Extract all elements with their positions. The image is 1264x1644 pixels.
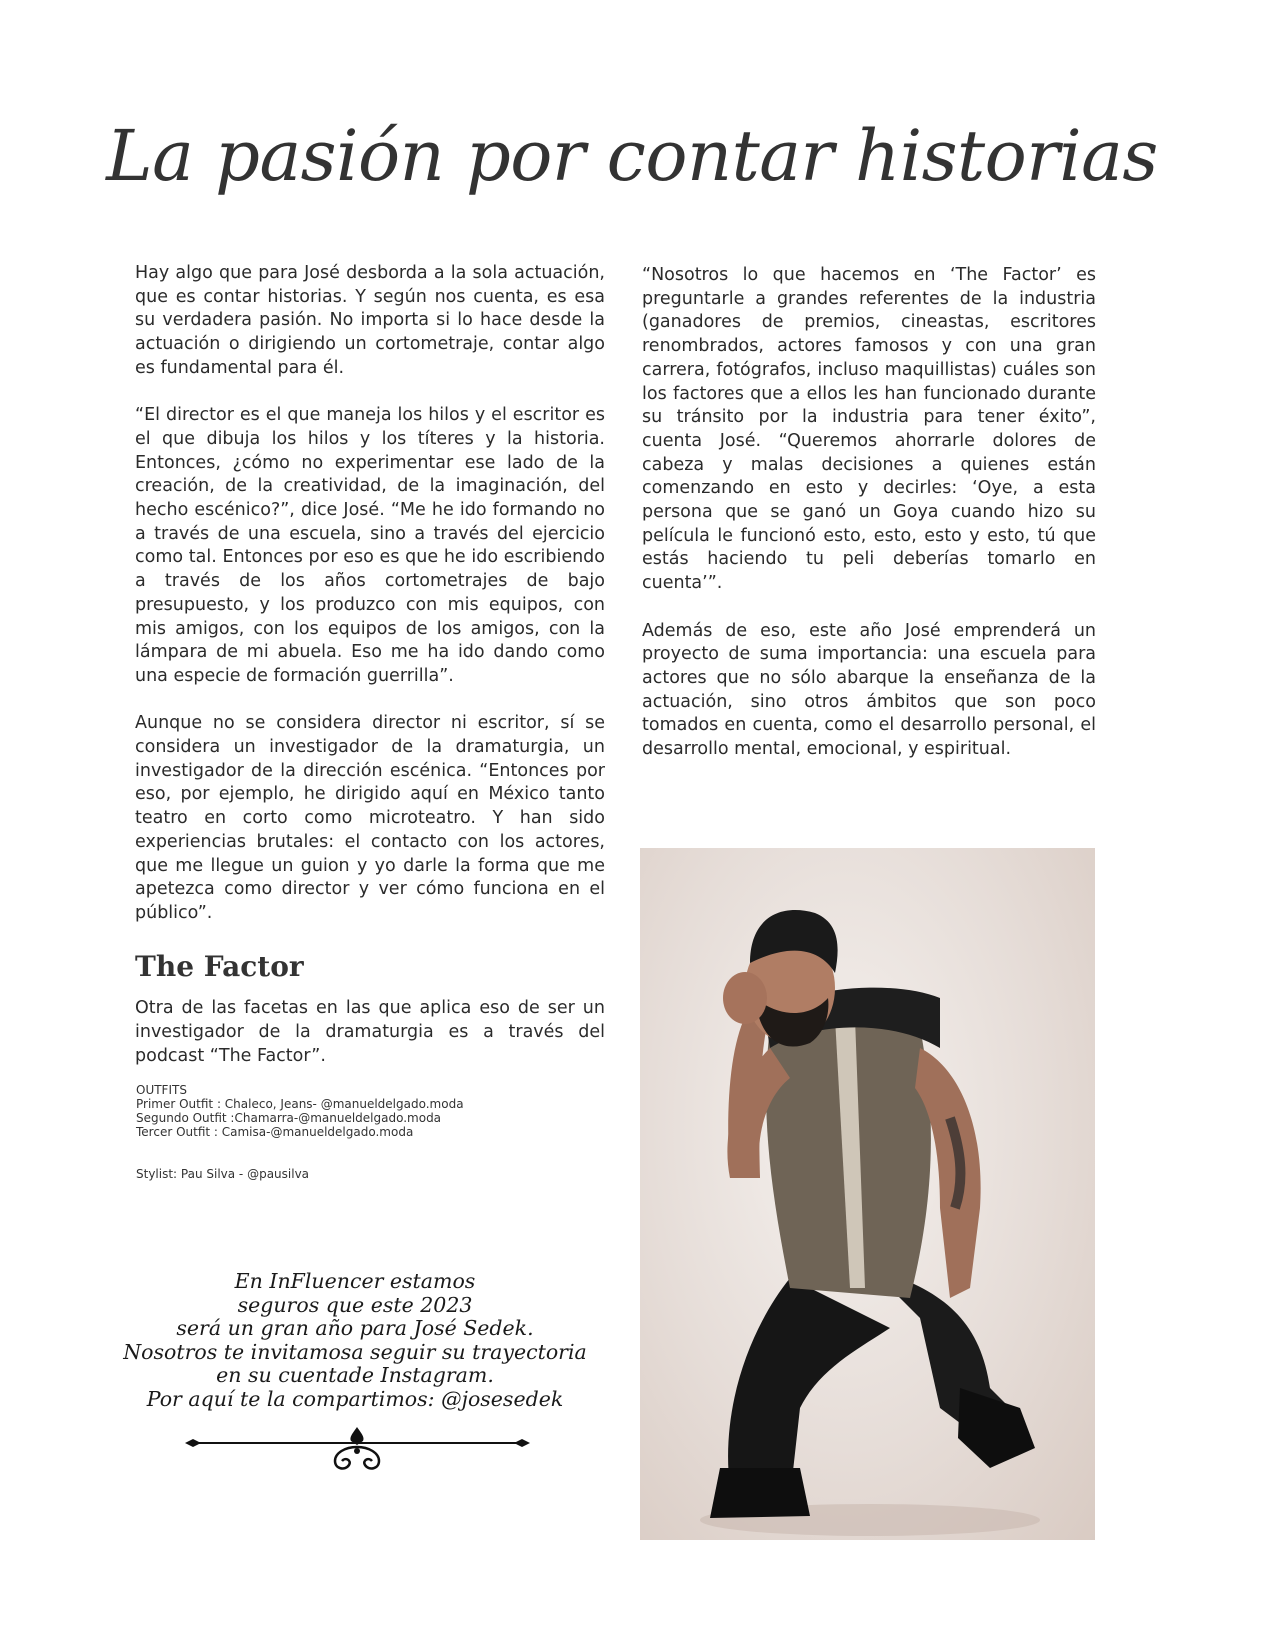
closing-line: Por aquí te la compartimos: @josesedek — [146, 1386, 564, 1411]
credit-line: Primer Outfit : Chaleco, Jeans- @manueldelgado.moda — [136, 1097, 464, 1111]
credit-line: Tercer Outfit : Camisa-@manueldelgado.moda — [136, 1125, 414, 1139]
portrait-photo — [640, 848, 1095, 1540]
stylist-credit: Stylist: Pau Silva - @pausilva — [136, 1167, 310, 1181]
paragraph: Hay algo que para José desborda a la sola actuación, que es contar historias. Y según nos cuenta, es esa su verdadera pasión. No importa si lo hace desde la actuación o dirigiendo un cortometraje, contar algo es fundamental para él. — [135, 263, 605, 378]
closing-line: será un gran año para José Sedek. — [176, 1316, 534, 1340]
closing-message — [120, 1270, 590, 1411]
credit-line: Segundo Outfit :Chamarra-@manueldelgado.moda — [136, 1111, 442, 1125]
right-column — [642, 264, 1096, 785]
paragraph: “Nosotros lo que hacemos en ‘The Factor’ es preguntarle a grandes referentes de la industria (ganadores de premios, cineastas, escritores renombrados, actores famosos y con una gran carrera, fotógrafos, incluso maquillistas) cuáles son los factores que a ellos les han funcionado durante su tránsito por la industria para tener éxito”, cuenta José. “Queremos ahorrarle dolores de cabeza y malas decisiones a quienes están comenzando en esto y decirles: ‘Oye, a esta persona que se ganó un Goya cuando hizo su película le funcionó esto, esto, esto y esto, tú que estás haciendo tu peli deberías tomarlo en cuenta’”. — [642, 265, 1096, 594]
section-heading: The Factor — [135, 950, 304, 984]
paragraph: “El director es el que maneja los hilos y el escritor es el que dibuja los hilos y los títeres y la historia. Entonces, ¿cómo no experimentar ese lado de la creación, de la creatividad, de la imaginación, del hecho escénico?”, dice José. “Me he ido formando no a través de una escuela, sino a través del ejercicio como tal. Entonces por eso es que he ido escribiendo a través de los años cortometrajes de bajo presupuesto, y los produzco con mis equipos, con mis amigos, con los equipos de los amigos, con la lámpara de mi abuela. Eso me ha ido dando como una especie de formación guerrilla”. — [135, 405, 605, 686]
credits-heading: OUTFITS — [136, 1083, 187, 1097]
closing-line: en su cuentade Instagram. — [216, 1363, 494, 1387]
man-kneeling-photo-icon — [640, 848, 1095, 1540]
closing-line: En InFluencer estamos — [234, 1269, 476, 1293]
page-title: La pasión por contar historias — [106, 115, 1158, 197]
paragraph: Aunque no se considera director ni escritor, sí se considera un investigador de la dramaturgia, un investigador de la dirección escénica. “Entonces por eso, por ejemplo, he dirigido aquí en México tanto teatro en corto como microteatro. Y han sido experiencias brutales: el contacto con los actores, que me llegue un guion y yo darle la forma que me apetezca como director y ver cómo funciona en el público”. — [135, 713, 605, 923]
paragraph: Otra de las facetas en las que aplica eso de ser un investigador de la dramaturgia es a través del podcast “The Factor”. — [135, 998, 605, 1066]
flourish-divider-icon — [185, 1425, 530, 1485]
outfit-credits — [136, 1083, 576, 1139]
paragraph: Además de eso, este año José emprenderá un proyecto de suma importancia: una escuela para actores que no sólo abarque la enseñanza de la actuación, sino otros ámbitos que son poco tomados en cuenta, como el desarrollo personal, el desarrollo mental, emocional, y espiritual. — [642, 620, 1096, 760]
closing-line: Nosotros te invitamosa seguir su trayectoria — [123, 1339, 587, 1364]
closing-line: seguros que este 2023 — [237, 1292, 473, 1317]
left-column — [135, 262, 605, 1092]
